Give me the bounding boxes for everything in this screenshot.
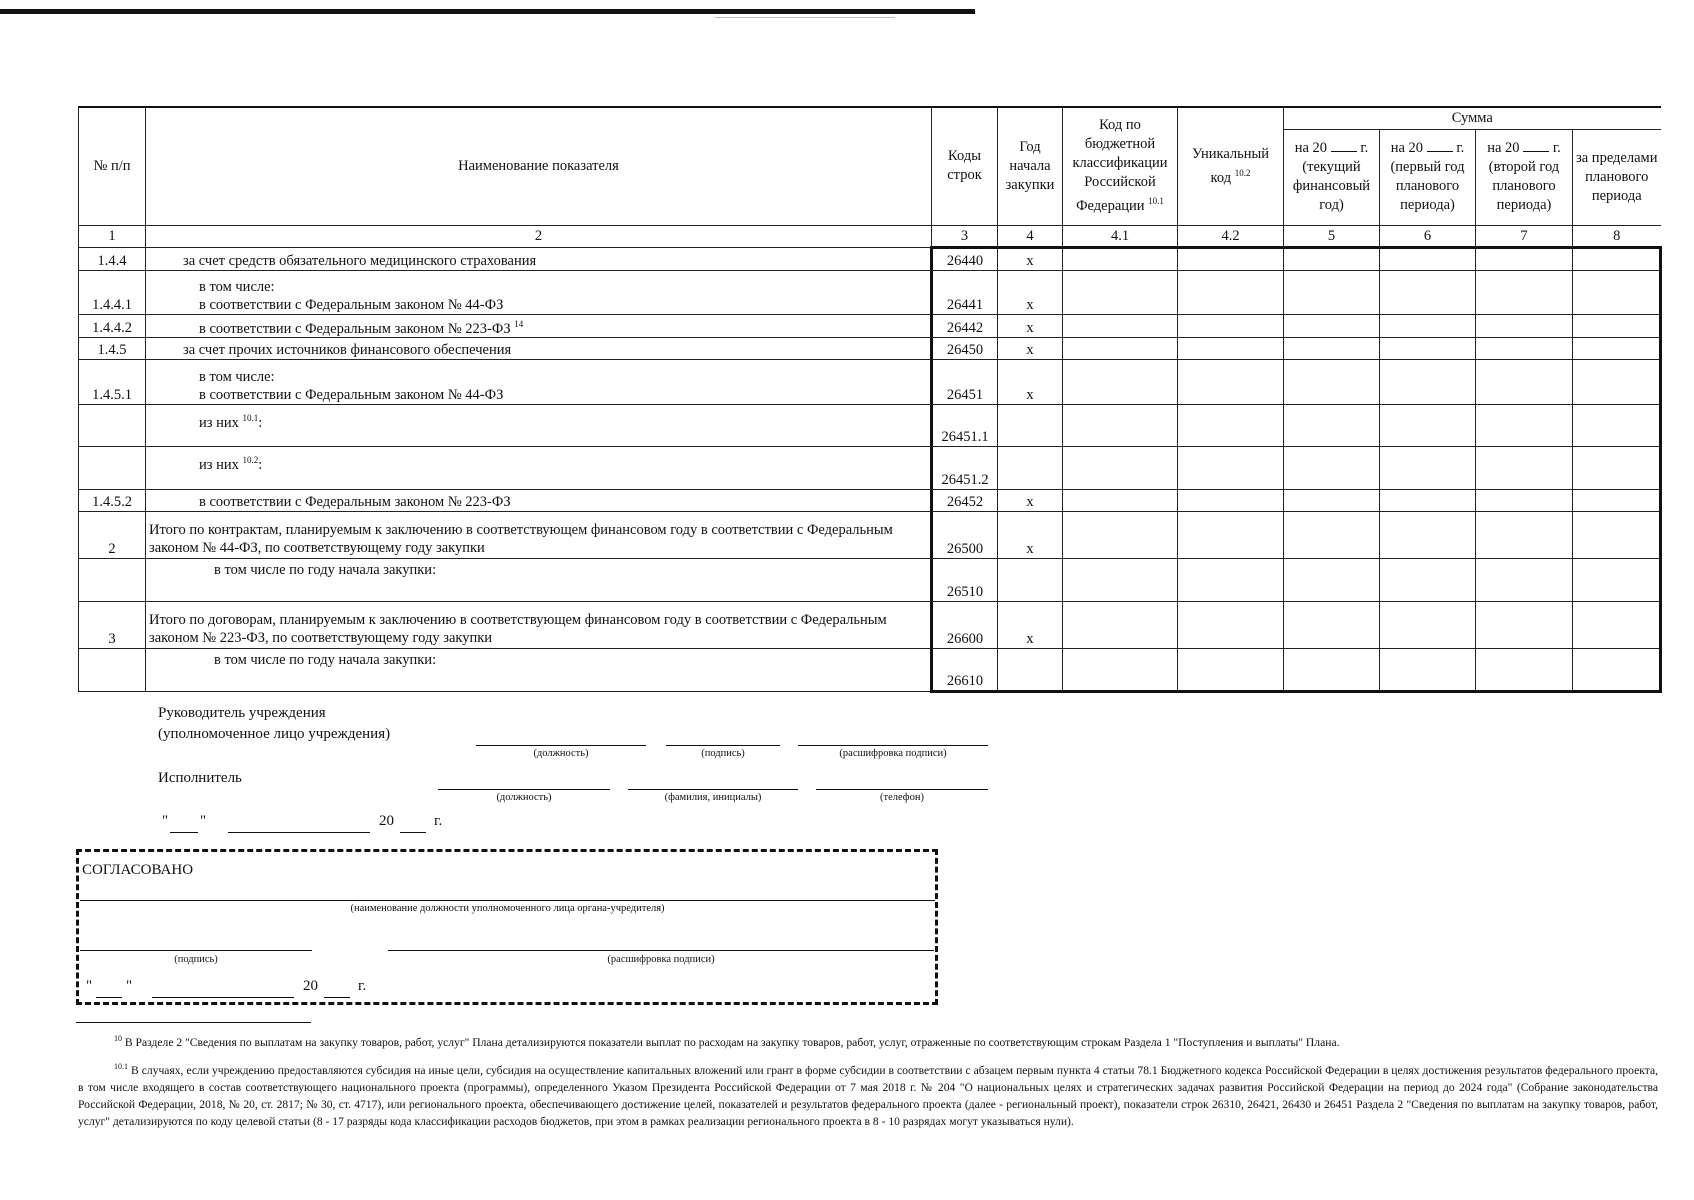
cell-sum-first[interactable] — [1380, 360, 1476, 405]
col-number: 4 — [998, 225, 1063, 247]
row-code: 26440 — [932, 247, 998, 270]
cell-unique[interactable] — [1178, 270, 1284, 314]
row-name: Итого по контрактам, планируемым к заключению в соответствующем финансовом году в соответствии с Федеральным законом № 44-ФЗ, по соответствующему году закупки — [146, 512, 932, 559]
cell-sum-current[interactable] — [1284, 405, 1380, 447]
header-unique-code: Уникальный код $^{10.2}$ — [1178, 107, 1284, 225]
date-month-line[interactable] — [228, 832, 370, 833]
table-row — [79, 649, 1661, 692]
row-year: х — [998, 247, 1063, 270]
top-rule — [0, 9, 975, 14]
row-year: х — [998, 512, 1063, 559]
executor-phone-line[interactable] — [816, 789, 988, 790]
row-code: 26500 — [932, 512, 998, 559]
table-row — [79, 314, 1661, 338]
table-row — [79, 602, 1661, 649]
caption-approval-decoding: (расшифровка подписи) — [607, 954, 715, 965]
row-year: х — [998, 270, 1063, 314]
cell-sum-first[interactable] — [1380, 270, 1476, 314]
row-name: за счет прочих источников финансового обеспечения — [146, 338, 932, 360]
cell-kbk[interactable] — [1063, 314, 1178, 338]
row-no: 2 — [79, 512, 146, 559]
cell-sum-current[interactable] — [1284, 559, 1380, 602]
cell-kbk[interactable] — [1063, 360, 1178, 405]
cell-sum-beyond[interactable] — [1573, 490, 1661, 512]
cell-sum-beyond[interactable] — [1573, 559, 1661, 602]
table-row — [79, 559, 1661, 602]
approval-day-line[interactable] — [96, 997, 122, 998]
row-code: 26451.2 — [932, 447, 998, 490]
footnote-rule — [76, 1022, 311, 1023]
approval-date-quote-close: " — [126, 978, 133, 994]
head-label: Руководитель учреждения — [158, 705, 326, 721]
cell-sum-second[interactable] — [1476, 338, 1573, 360]
approval-signature-line[interactable] — [80, 950, 312, 951]
row-code: 26600 — [932, 602, 998, 649]
row-no — [79, 447, 146, 490]
executor-label: Исполнитель — [158, 770, 242, 786]
cell-sum-first[interactable] — [1380, 405, 1476, 447]
procurement-table — [78, 106, 1662, 693]
row-year: х — [998, 314, 1063, 338]
top-faint-rule — [715, 17, 895, 18]
header-no: № п/п — [79, 107, 146, 225]
cell-unique[interactable] — [1178, 247, 1284, 270]
cell-kbk[interactable] — [1063, 512, 1178, 559]
approval-decoding-line[interactable] — [388, 950, 934, 951]
cell-sum-current[interactable] — [1284, 602, 1380, 649]
row-code: 26510 — [932, 559, 998, 602]
cell-kbk[interactable] — [1063, 338, 1178, 360]
row-name: в соответствии с Федеральным законом № 223-ФЗ $^{14}$ — [146, 314, 932, 338]
table-row — [79, 270, 1661, 314]
cell-sum-beyond[interactable] — [1573, 338, 1661, 360]
cell-unique[interactable] — [1178, 490, 1284, 512]
cell-sum-second[interactable] — [1476, 490, 1573, 512]
row-year — [998, 405, 1063, 447]
cell-sum-second[interactable] — [1476, 447, 1573, 490]
cell-kbk[interactable] — [1063, 649, 1178, 692]
header-codes: Коды строк — [932, 107, 998, 225]
row-name: Итого по договорам, планируемым к заключению в соответствующем финансовом году в соответствии с Федеральным законом № 223-ФЗ, по соответствующему году закупки — [146, 602, 932, 649]
row-year: х — [998, 360, 1063, 405]
cell-sum-current[interactable] — [1284, 338, 1380, 360]
cell-kbk[interactable] — [1063, 559, 1178, 602]
row-year — [998, 447, 1063, 490]
approval-year-line[interactable] — [324, 997, 350, 998]
cell-sum-beyond[interactable] — [1573, 314, 1661, 338]
header-first-plan-year: на 20 г. (первый год планового периода) — [1380, 129, 1476, 225]
cell-sum-second[interactable] — [1476, 360, 1573, 405]
cell-sum-current[interactable] — [1284, 490, 1380, 512]
cell-kbk[interactable] — [1063, 405, 1178, 447]
cell-sum-first[interactable] — [1380, 447, 1476, 490]
header-current-year: на 20 г. (текущий финансовый год) — [1284, 129, 1380, 225]
approval-date-suffix: г. — [358, 978, 367, 994]
approval-month-line[interactable] — [152, 997, 294, 998]
cell-sum-current[interactable] — [1284, 360, 1380, 405]
header-kbk: Код по бюджетной классификации Российской Федерации $^{10.1}$ — [1063, 107, 1178, 225]
table-row — [79, 447, 1661, 490]
row-code: 26441 — [932, 270, 998, 314]
row-year — [998, 649, 1063, 692]
row-no: 1.4.4.2 — [79, 314, 146, 338]
cell-unique[interactable] — [1178, 338, 1284, 360]
cell-sum-second[interactable] — [1476, 314, 1573, 338]
cell-sum-first[interactable] — [1380, 649, 1476, 692]
row-year: х — [998, 602, 1063, 649]
cell-unique[interactable] — [1178, 512, 1284, 559]
row-no: 3 — [79, 602, 146, 649]
row-code: 26610 — [932, 649, 998, 692]
cell-sum-current[interactable] — [1284, 270, 1380, 314]
row-year: х — [998, 338, 1063, 360]
cell-sum-first[interactable] — [1380, 314, 1476, 338]
caption-decoding: (расшифровка подписи) — [839, 748, 947, 759]
cell-sum-second[interactable] — [1476, 559, 1573, 602]
row-no — [79, 559, 146, 602]
col-number: 4.1 — [1063, 225, 1178, 247]
cell-sum-current[interactable] — [1284, 649, 1380, 692]
table-row — [79, 247, 1661, 270]
row-code: 26442 — [932, 314, 998, 338]
cell-sum-beyond[interactable] — [1573, 270, 1661, 314]
cell-sum-beyond[interactable] — [1573, 602, 1661, 649]
date-day-line[interactable] — [170, 832, 198, 833]
head-sublabel: (уполномоченное лицо учреждения) — [158, 726, 391, 742]
cell-kbk[interactable] — [1063, 270, 1178, 314]
cell-unique[interactable] — [1178, 405, 1284, 447]
cell-unique[interactable] — [1178, 649, 1284, 692]
caption-signature: (подпись) — [701, 748, 745, 759]
row-no: 1.4.4 — [79, 247, 146, 270]
row-name: в том числе: в соответствии с Федеральным законом № 44-ФЗ — [146, 360, 932, 405]
cell-sum-beyond[interactable] — [1573, 360, 1661, 405]
table-row — [79, 338, 1661, 360]
header-year: Год начала закупки — [998, 107, 1063, 225]
col-number: 2 — [146, 225, 932, 247]
table-row — [79, 512, 1661, 559]
cell-kbk[interactable] — [1063, 447, 1178, 490]
caption-official: (наименование должности уполномоченного лица органа-учредителя) — [350, 903, 665, 914]
approval-date-quote-open: " — [86, 978, 93, 994]
caption-approval-signature: (подпись) — [174, 954, 218, 965]
cell-sum-first[interactable] — [1380, 490, 1476, 512]
row-name: из них $^{10.2}$: — [146, 447, 932, 490]
col-number: 1 — [79, 225, 146, 247]
cell-sum-current[interactable] — [1284, 314, 1380, 338]
table-row — [79, 490, 1661, 512]
col-number: 7 — [1476, 225, 1573, 247]
cell-unique[interactable] — [1178, 559, 1284, 602]
header-beyond-plan: за пределами планового периода — [1573, 129, 1661, 225]
approval-title: СОГЛАСОВАНО — [82, 862, 194, 878]
cell-sum-second[interactable] — [1476, 270, 1573, 314]
footnote-10-1: $^{10.1}$ В случаях, если учреждению предоставляются субсидия на иные цели, субсидия на осуществление капитальных вложений или грант в форме субсидии в соответствии с абзацем первым пункта 4 статьи 78.1 Бюджетного кодекса Российской Федерации в целях достижения результатов федерального проекта, в том числе входящего в состав соответствующего национального проекта (программы), определенного Указом Президента Российской Федерации от 7 мая 2018 г. № 204 "О национальных целях и стратегических задачах развития Российской Федерации на период до 2024 года" (Собрание законодательства Российской Федерации, 2018, № 20, ст. 2817; № 30, ст. 4717), или регионального проекта, обеспечивающего достижение целей, показателей и результатов федерального проекта (далее - региональный проект), показатели строк 26310, 26421, 26430 и 26451 Раздела 2 "Сведения по выплатам на закупку товаров, работ, услуг" детализируются по коду целевой статьи (8 - 17 разряды кода классификации расходов бюджетов, при этом в рамках реализации регионального проекта в 8 - 10 разрядах могут указываться нули). — [78, 1062, 1658, 1128]
cell-sum-current[interactable] — [1284, 447, 1380, 490]
date-year-line[interactable] — [400, 832, 426, 833]
caption-name: (фамилия, инициалы) — [664, 792, 762, 803]
cell-sum-first[interactable] — [1380, 512, 1476, 559]
date-quote-open: " — [162, 813, 169, 829]
col-number: 8 — [1573, 225, 1661, 247]
row-no: 1.4.5.1 — [79, 360, 146, 405]
cell-unique[interactable] — [1178, 360, 1284, 405]
approval-official-line[interactable] — [80, 900, 935, 901]
header-name: Наименование показателя — [146, 107, 932, 225]
table-row — [79, 405, 1661, 447]
header-sum: Сумма — [1284, 107, 1661, 129]
cell-sum-second[interactable] — [1476, 602, 1573, 649]
row-no: 1.4.5.2 — [79, 490, 146, 512]
row-name: в том числе по году начала закупки: — [146, 649, 932, 692]
cell-sum-second[interactable] — [1476, 512, 1573, 559]
cell-sum-first[interactable] — [1380, 559, 1476, 602]
cell-sum-first[interactable] — [1380, 602, 1476, 649]
row-name: за счет средств обязательного медицинского страхования — [146, 247, 932, 270]
cell-sum-second[interactable] — [1476, 649, 1573, 692]
cell-kbk[interactable] — [1063, 490, 1178, 512]
cell-sum-second[interactable] — [1476, 247, 1573, 270]
col-number: 4.2 — [1178, 225, 1284, 247]
cell-sum-beyond[interactable] — [1573, 649, 1661, 692]
cell-kbk[interactable] — [1063, 247, 1178, 270]
col-number: 5 — [1284, 225, 1380, 247]
row-name: в соответствии с Федеральным законом № 223-ФЗ — [146, 490, 932, 512]
head-signature-line[interactable] — [666, 745, 780, 746]
cell-sum-current[interactable] — [1284, 512, 1380, 559]
head-decoding-line[interactable] — [798, 745, 988, 746]
row-name: из них $^{10.1}$: — [146, 405, 932, 447]
approval-year-prefix: 20 — [303, 978, 318, 994]
row-code: 26451 — [932, 360, 998, 405]
table-row — [79, 360, 1661, 405]
executor-position-line[interactable] — [438, 789, 610, 790]
cell-sum-first[interactable] — [1380, 338, 1476, 360]
cell-kbk[interactable] — [1063, 602, 1178, 649]
row-year: х — [998, 490, 1063, 512]
row-name: в том числе по году начала закупки: — [146, 559, 932, 602]
caption-position: (должность) — [496, 792, 552, 803]
approval-box — [76, 849, 938, 1005]
cell-sum-beyond[interactable] — [1573, 447, 1661, 490]
cell-sum-beyond[interactable] — [1573, 512, 1661, 559]
row-no: 1.4.5 — [79, 338, 146, 360]
caption-phone: (телефон) — [880, 792, 924, 803]
cell-unique[interactable] — [1178, 447, 1284, 490]
date-suffix: г. — [434, 813, 443, 829]
cell-unique[interactable] — [1178, 314, 1284, 338]
cell-sum-first[interactable] — [1380, 247, 1476, 270]
caption-position: (должность) — [533, 748, 589, 759]
date-year-prefix: 20 — [379, 813, 394, 829]
footnote-10: $^{10}$ В Разделе 2 "Сведения по выплатам на закупку товаров, работ, услуг" Плана детализируются показатели выплат по расходам на закупку товаров, работ, услуг, отраженные по соответствующим строкам Раздела 1 "Поступления и выплаты" Плана. — [114, 1034, 1340, 1049]
head-position-line[interactable] — [476, 745, 646, 746]
header-second-plan-year: на 20 г. (второй год планового периода) — [1476, 129, 1573, 225]
cell-sum-current[interactable] — [1284, 247, 1380, 270]
row-no: 1.4.4.1 — [79, 270, 146, 314]
row-code: 26452 — [932, 490, 998, 512]
row-name: в том числе: в соответствии с Федеральным законом № 44-ФЗ — [146, 270, 932, 314]
row-year — [998, 559, 1063, 602]
cell-sum-beyond[interactable] — [1573, 405, 1661, 447]
date-quote-close: " — [200, 813, 207, 829]
col-number: 3 — [932, 225, 998, 247]
cell-sum-beyond[interactable] — [1573, 247, 1661, 270]
row-no — [79, 649, 146, 692]
row-code: 26451.1 — [932, 405, 998, 447]
row-code: 26450 — [932, 338, 998, 360]
col-number: 6 — [1380, 225, 1476, 247]
executor-name-line[interactable] — [628, 789, 798, 790]
cell-sum-second[interactable] — [1476, 405, 1573, 447]
cell-unique[interactable] — [1178, 602, 1284, 649]
row-no — [79, 405, 146, 447]
